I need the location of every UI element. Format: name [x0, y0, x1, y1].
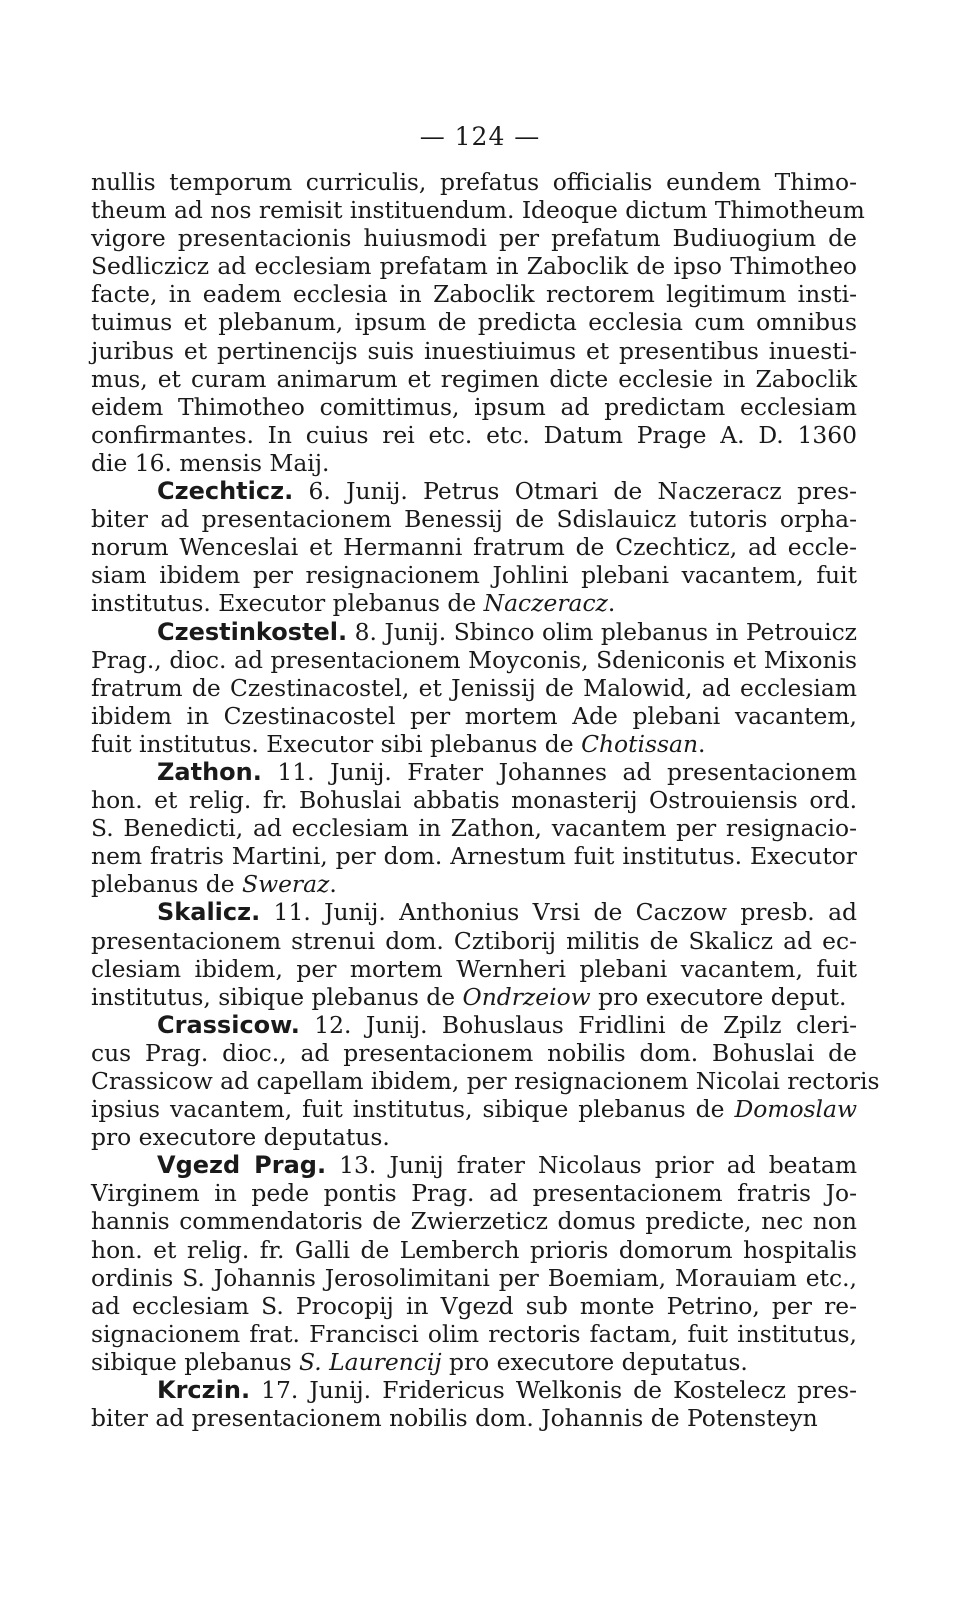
- text-line: tuimus et plebanum, ipsum de predicta ecclesia cum omnibus: [91, 308, 857, 337]
- italic-name: Chotissan: [581, 729, 699, 758]
- text-line: [91, 1095, 857, 1123]
- text-line: juribus et pertinencijs suis inuestiuimus et presentibus inuesti-: [91, 336, 857, 365]
- entry-text: 8. Junij. Sbinco olim plebanus in Petrouicz: [347, 617, 857, 646]
- entry-text: institutus. Executor plebanus de: [91, 589, 484, 618]
- page-number: — 124 —: [419, 122, 541, 151]
- entry-text: nem fratris Martini, per dom. Arnestum fuit institutus. Executor: [91, 842, 857, 871]
- text-line: [91, 1039, 857, 1067]
- entry-text: .: [698, 729, 706, 758]
- italic-name: Naczeracz: [483, 589, 608, 618]
- text-line: [91, 786, 857, 814]
- text-line: [91, 533, 857, 561]
- text-line: [91, 1067, 880, 1095]
- text-line: [91, 870, 857, 898]
- entry: [91, 1010, 880, 1152]
- text-line: [91, 674, 857, 702]
- entry-text: institutus, sibique plebanus de: [91, 982, 463, 1011]
- italic-name: Domoslaw: [734, 1095, 857, 1124]
- place-name: Czestinkostel.: [157, 617, 348, 646]
- text-line: [91, 955, 857, 983]
- body-text: [91, 168, 880, 1433]
- text-line: [91, 842, 857, 870]
- italic-name: Ondrzeiow: [462, 982, 591, 1011]
- place-name: Krczin.: [157, 1376, 251, 1405]
- entry: [91, 618, 857, 758]
- entry-text: ipsius vacantem, fuit institutus, sibique plebanus de: [91, 1095, 735, 1124]
- italic-name: S. Laurencij: [299, 1347, 442, 1376]
- place-name: Vgezd Prag.: [157, 1151, 327, 1180]
- entry-text: 6. Junij. Petrus Otmari de Naczeracz pres-: [293, 477, 857, 506]
- text-line: [91, 702, 857, 730]
- entry-text: clesiam ibidem, per mortem Wernheri plebani vacantem, fuit: [91, 954, 857, 983]
- place-name: Czechticz.: [157, 477, 294, 506]
- entry-text: sibique plebanus: [91, 1347, 300, 1376]
- entry-text: fratrum de Czestinacostel, et Jenissij de Malowid, ad ecclesiam: [91, 673, 857, 702]
- entry-text: ibidem in Czestinacostel per mortem Ade plebani vacantem,: [91, 701, 857, 730]
- text-line: [91, 618, 857, 646]
- entry-text: hon. et relig. fr. Bohuslai abbatis monasterij Ostrouiensis ord.: [91, 786, 857, 815]
- entry-text: hon. et relig. fr. Galli de Lemberch prioris domorum hospitalis: [91, 1235, 857, 1264]
- text-line: mus, et curam animarum et regimen dicte ecclesie in Zaboclik: [91, 364, 857, 393]
- entry-text: S. Benedicti, ad ecclesiam in Zathon, vacantem per resignacio-: [91, 814, 857, 843]
- place-name: Zathon.: [157, 757, 262, 786]
- text-line: die 16. mensis Maij.: [91, 448, 330, 477]
- text-line: [91, 477, 857, 505]
- entries-list: [91, 477, 880, 1433]
- entry: [91, 898, 857, 1010]
- text-line: [91, 1179, 857, 1207]
- entry-text: biter ad presentacionem Benessij de Sdislauicz tutoris orpha-: [91, 505, 857, 534]
- entry-text: siam ibidem per resignacionem Johlini plebani vacantem, fuit: [91, 561, 857, 590]
- entry-text: hannis commendatoris de Zwierzeticz domus predicte, nec non: [91, 1207, 857, 1236]
- text-line: [91, 1264, 857, 1292]
- entry-text: ad ecclesiam S. Procopij in Vgezd sub monte Petrino, per re-: [91, 1291, 857, 1320]
- text-line: [91, 1236, 857, 1264]
- entry-text: pro executore deputatus.: [441, 1347, 748, 1376]
- text-line: [91, 1123, 857, 1151]
- text-line: facte, in eadem ecclesia in Zaboclik rectorem legitimum insti-: [91, 280, 857, 309]
- text-line: [91, 983, 857, 1011]
- intro-paragraph: [91, 168, 865, 477]
- entry: [91, 758, 857, 898]
- entry-text: 11. Junij. Frater Johannes ad presentacionem: [261, 757, 857, 786]
- text-line: [91, 589, 857, 617]
- entry-text: cus Prag. dioc., ad presentacionem nobilis dom. Bohuslai de: [91, 1038, 857, 1067]
- entry-text: fuit institutus. Executor sibi plebanus de: [91, 729, 582, 758]
- text-line: [91, 898, 857, 926]
- text-line: [91, 730, 857, 758]
- text-line: vigore presentacionis huiusmodi per prefatum Budiuogium de: [91, 224, 857, 253]
- entry-text: .: [607, 589, 616, 618]
- entry: [91, 1151, 857, 1376]
- entry-text: pro executore deput.: [590, 982, 847, 1011]
- entry-text: .: [329, 870, 337, 899]
- entry-text: 11. Junij. Anthonius Vrsi de Caczow presb. ad: [260, 898, 857, 927]
- entry-text: pro executore deputatus.: [91, 1123, 390, 1152]
- place-name: Skalicz.: [157, 898, 261, 927]
- entry-text: norum Wenceslai et Hermanni fratrum de Czechticz, ad eccle-: [91, 533, 857, 562]
- entry-text: Virginem in pede pontis Prag. ad presentacionem fratris Jo-: [91, 1179, 857, 1208]
- text-line: [91, 505, 857, 533]
- entry-text: presentacionem strenui dom. Cztiborij militis de Skalicz ad ec-: [91, 926, 857, 955]
- text-line: [91, 1404, 857, 1432]
- entry-text: 12. Junij. Bohuslaus Fridlini de Zpilz cleri-: [299, 1010, 857, 1039]
- place-name: Crassicow.: [157, 1010, 300, 1039]
- text-line: confirmantes. In cuius rei etc. etc. Datum Prage A. D. 1360: [91, 420, 857, 449]
- entry: [91, 1376, 857, 1432]
- text-line: [91, 814, 857, 842]
- entry-text: 17. Junij. Fridericus Welkonis de Kostelecz pres-: [250, 1376, 857, 1405]
- text-line: [91, 1292, 857, 1320]
- entry-text: Prag., dioc. ad presentacionem Moyconis, Sdeniconis et Mixonis: [91, 645, 857, 674]
- text-line: [91, 1207, 857, 1235]
- text-line: Sedliczicz ad ecclesiam prefatam in Zaboclik de ipso Thimotheo: [91, 252, 857, 281]
- entry-text: 13. Junij frater Nicolaus prior ad beatam: [326, 1151, 857, 1180]
- text-line: [91, 1011, 857, 1039]
- text-line: [91, 561, 857, 589]
- entry-text: biter ad presentacionem nobilis dom. Johannis de Potensteyn: [91, 1404, 818, 1433]
- entry: [91, 477, 857, 617]
- entry-text: Crassicow ad capellam ibidem, per resignacionem Nicolai rectoris: [91, 1067, 880, 1095]
- entry-text: ordinis S. Johannis Jerosolimitani per Boemiam, Morauiam etc.,: [91, 1263, 857, 1292]
- text-line: eidem Thimotheo comittimus, ipsum ad predictam ecclesiam: [91, 392, 857, 421]
- text-line: [91, 758, 857, 786]
- entry-text: signacionem frat. Francisci olim rectoris factam, fuit institutus,: [91, 1319, 857, 1348]
- text-line: [91, 1320, 857, 1348]
- text-line: [91, 1348, 857, 1376]
- entry-text: plebanus de: [91, 870, 243, 899]
- text-line: [91, 1376, 857, 1404]
- text-line: [91, 1151, 857, 1179]
- text-line: [91, 927, 857, 955]
- italic-name: Sweraz: [242, 870, 330, 899]
- text-line: [91, 646, 857, 674]
- text-line: nullis temporum curriculis, prefatus officialis eundem Thimo-: [91, 168, 857, 196]
- text-line: theum ad nos remisit instituendum. Ideoque dictum Thimotheum: [91, 196, 865, 225]
